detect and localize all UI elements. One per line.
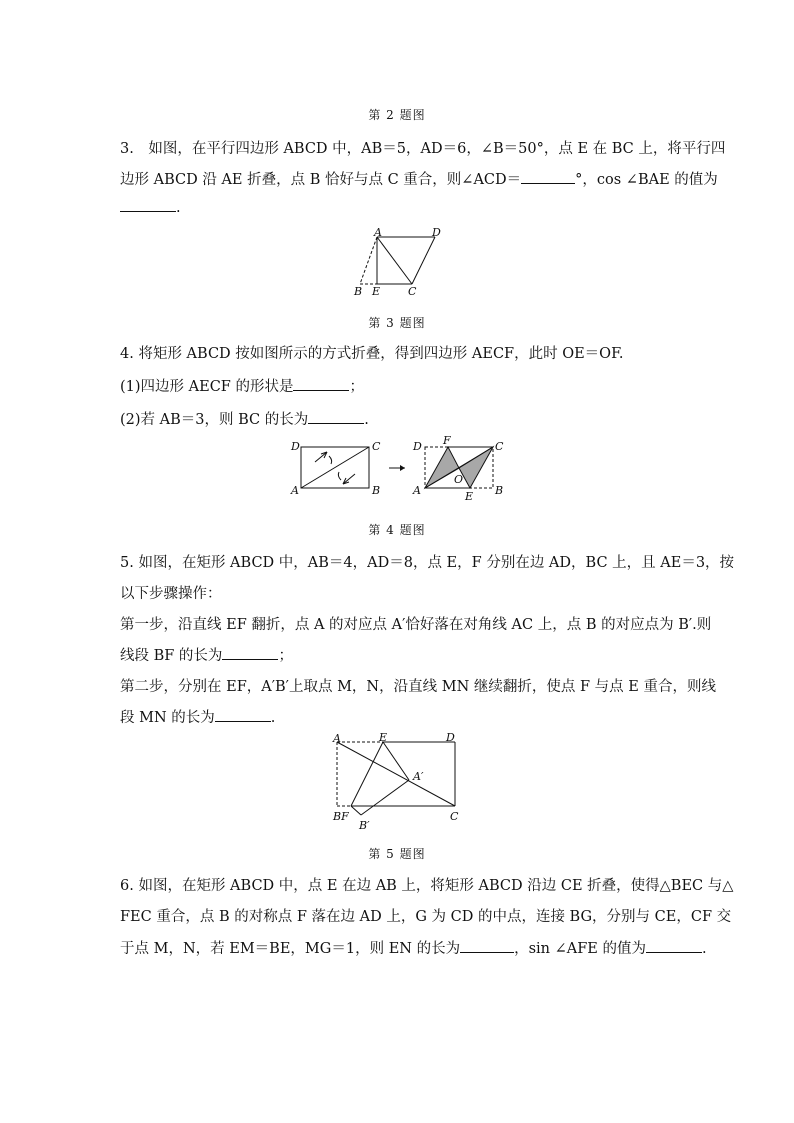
q3-line-3 bbox=[120, 199, 181, 216]
q3-line-2b: °，cos ∠BAE 的值为 bbox=[575, 172, 718, 188]
q4-line-2b: ； bbox=[349, 379, 364, 395]
transform-arrow-head bbox=[400, 465, 405, 471]
fig4-label-d: D bbox=[291, 440, 300, 453]
q5-line-6a: 段 MN 的长为 bbox=[120, 710, 215, 726]
q5-line-2: 以下步骤操作： bbox=[120, 586, 222, 602]
fig4-label-b2: B bbox=[495, 484, 504, 497]
label-d: D bbox=[432, 226, 441, 239]
q4-answer-blank-2[interactable] bbox=[308, 411, 364, 424]
q5-line-6b: . bbox=[270, 710, 276, 726]
q5-line-6 bbox=[120, 706, 275, 727]
curl-2 bbox=[338, 472, 341, 480]
q3-answer-blank-2[interactable] bbox=[120, 199, 176, 212]
q4-line-2a: (1)四边形 AECF 的形状是 bbox=[120, 379, 294, 395]
side-dc bbox=[412, 237, 435, 284]
fig5-label-a-prime: A′ bbox=[413, 770, 424, 783]
figure-3-caption: 第 3 题图 bbox=[368, 316, 426, 330]
fig4-label-d2: D bbox=[413, 440, 422, 453]
q5-line-4b: ； bbox=[278, 648, 293, 664]
q5-line-4 bbox=[120, 644, 293, 665]
fig5-label-bf: BF bbox=[333, 810, 349, 823]
fig5-label-c: C bbox=[450, 810, 459, 823]
label-b: B bbox=[354, 285, 363, 298]
q6-line-3 bbox=[120, 937, 707, 958]
segment-ac bbox=[377, 237, 412, 284]
q3-line-3b: . bbox=[176, 200, 181, 216]
fig4-label-a2: A bbox=[413, 484, 421, 497]
q4-line-3b: . bbox=[364, 412, 369, 428]
fig5-label-d: D bbox=[446, 731, 455, 744]
q3-answer-blank-1[interactable] bbox=[521, 171, 575, 184]
figure-3-parallelogram bbox=[340, 222, 460, 302]
fig4-label-c: C bbox=[372, 440, 381, 453]
label-e: E bbox=[372, 285, 381, 298]
label-a: A bbox=[374, 226, 382, 239]
q5-answer-blank-2[interactable] bbox=[215, 709, 271, 722]
segment-b-prime-f bbox=[351, 806, 361, 815]
q6-line-3c: . bbox=[701, 941, 707, 957]
fig4-label-e: E bbox=[465, 490, 474, 503]
fig5-label-e: E bbox=[379, 731, 388, 744]
q4-answer-blank-1[interactable] bbox=[293, 378, 349, 391]
fig4-label-b: B bbox=[372, 484, 381, 497]
q6-line-3b: ，sin ∠AFE 的值为 bbox=[514, 941, 646, 957]
q4-line-1: 4. 将矩形 ABCD 按如图所示的方式折叠，得到四边形 AECF，此时 OE＝OF. bbox=[120, 346, 624, 362]
diagonal-ac bbox=[337, 742, 455, 806]
fig5-label-b-prime: B′ bbox=[359, 819, 370, 832]
fig4-label-o: O bbox=[454, 473, 464, 486]
q6-line-3a: 于点 M，N，若 EM＝BE，MG＝1，则 EN 的长为 bbox=[120, 941, 461, 957]
curl-1 bbox=[329, 456, 332, 464]
fig5-label-a: A bbox=[333, 732, 341, 745]
q4-line-2 bbox=[120, 375, 364, 396]
fold-line-ab bbox=[360, 237, 377, 284]
q5-answer-blank-1[interactable] bbox=[222, 647, 278, 660]
segment-a-prime-b-prime bbox=[361, 780, 409, 815]
figure-5-rectangle-fold bbox=[325, 730, 475, 835]
diagonal-ac bbox=[301, 447, 369, 488]
fig4-label-c2: C bbox=[495, 440, 504, 453]
q6-answer-blank-2[interactable] bbox=[646, 940, 702, 953]
q5-line-3: 第一步，沿直线 EF 翻折，点 A 的对应点 A′恰好落在对角线 AC 上，点 B 的对应点为 B′.则 bbox=[120, 617, 712, 633]
q5-line-4a: 线段 BF 的长为 bbox=[120, 648, 223, 664]
figure-2-caption: 第 2 题图 bbox=[368, 108, 426, 122]
q6-line-2: FEC 重合，点 B 的对称点 F 落在边 AD 上，G 为 CD 的中点，连接 BG，分别与 CE，CF 交 bbox=[120, 909, 732, 925]
fig4-label-f: F bbox=[443, 434, 451, 447]
q6-answer-blank-1[interactable] bbox=[460, 940, 514, 953]
figure-4-folding bbox=[285, 432, 515, 507]
label-c: C bbox=[408, 285, 417, 298]
figure-4-caption: 第 4 题图 bbox=[368, 523, 426, 537]
q3-line-1: 3. 如图，在平行四边形 ABCD 中，AB＝5，AD＝6，∠B＝50°，点 E 在 BC 上，将平行四 bbox=[120, 141, 726, 157]
figure-5-caption: 第 5 题图 bbox=[368, 847, 426, 861]
q6-line-1: 6. 如图，在矩形 ABCD 中，点 E 在边 AB 上，将矩形 ABCD 沿边 CE 折叠，使得△BEC 与△ bbox=[120, 878, 734, 894]
q5-line-1: 5. 如图，在矩形 ABCD 中，AB＝4，AD＝8，点 E，F 分别在边 AD，BC 上，且 AE＝3，按 bbox=[120, 555, 735, 571]
q3-line-2 bbox=[120, 168, 718, 189]
q4-line-3a: (2)若 AB＝3，则 BC 的长为 bbox=[120, 412, 309, 428]
q3-line-2a: 边形 ABCD 沿 AE 折叠，点 B 恰好与点 C 重合，则∠ACD＝ bbox=[120, 172, 522, 188]
shaded-triangle-right bbox=[459, 447, 493, 488]
fig4-label-a: A bbox=[291, 484, 299, 497]
q4-line-3 bbox=[120, 408, 369, 429]
q5-line-5: 第二步，分别在 EF，A′B′上取点 M，N，沿直线 MN 继续翻折，使点 F 与点 E 重合，则线 bbox=[120, 679, 716, 695]
fold-line-ef bbox=[351, 742, 383, 806]
